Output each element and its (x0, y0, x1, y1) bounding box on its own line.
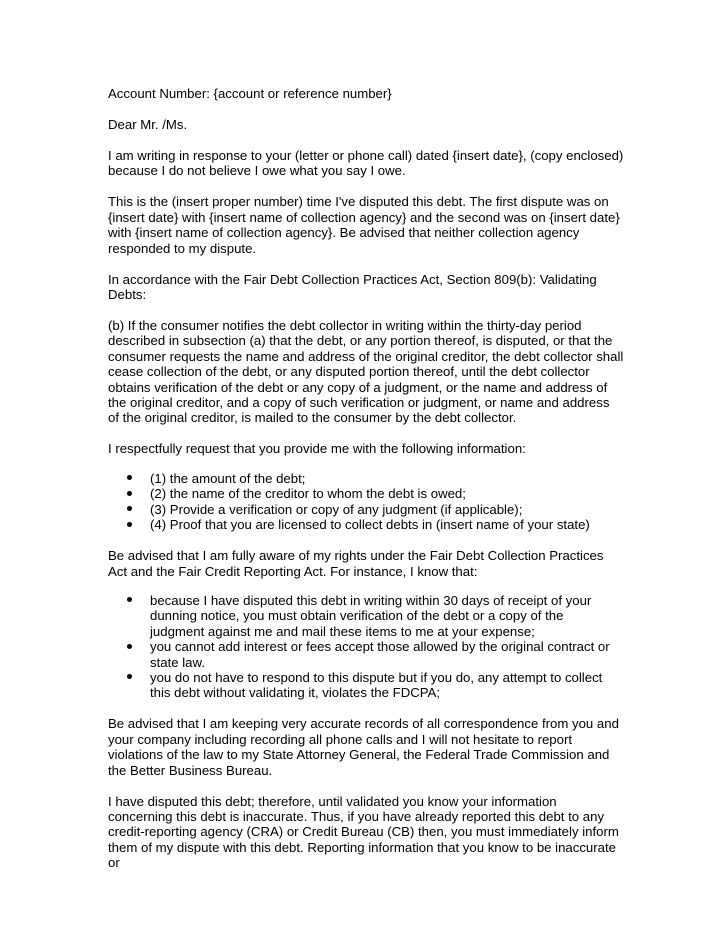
letter-body (108, 86, 624, 886)
list-item: you cannot add interest or fees accept those allowed by the original contract or state law. (108, 639, 618, 670)
paragraph-credit-reporting: I have disputed this debt; therefore, until validated you know your information concerning this debt is inaccurate. Thus, if you have already reported this debt to any credit-reporting agency (CRA) or Credit Bureau (CB) then, you must immediately inform them of my dispute with this debt. Reporting information that you know to be inaccurate or (108, 793, 619, 871)
list-item: (1) the amount of the debt; (108, 471, 624, 486)
paragraph-fdcpa-quote: (b) If the consumer notifies the debt collector in writing within the thirty-day period described in subsection (a) that the debt, or any portion thereof, is disputed, or that the consumer requests the name and address of the original creditor, the debt collector shall cease collection of the debt, or any disputed portion thereof, until the debt collector obtains verification of the debt or any copy of a judgment, or the name and address of the original creditor, and a copy of such verification or judgment, or name and address of the original creditor, is mailed to the consumer by the debt collector. (108, 318, 624, 426)
salutation: Dear Mr. /Ms. (108, 117, 188, 132)
bullet-icon (108, 502, 150, 517)
bullet-icon (108, 639, 150, 670)
list-item: you do not have to respond to this dispute but if you do, any attempt to collect this debt without validating it, violates the FDCPA; (108, 670, 618, 701)
paragraph-request: I respectfully request that you provide me with the following information: (108, 441, 526, 457)
bullet-icon (108, 517, 150, 532)
paragraph-fdcpa-reference: In accordance with the Fair Debt Collection Practices Act, Section 809(b): Validating Debts: (108, 271, 597, 303)
paragraph-records: Be advised that I am keeping very accurate records of all correspondence from you and your company including recording all phone calls and I will not hesitate to report violations of the law to my State Attorney General, the Federal Trade Commission and the Better Business Bureau. (108, 716, 619, 778)
request-list (108, 471, 624, 533)
list-item: because I have disputed this debt in writing within 30 days of receipt of your dunning notice, you must obtain verification of the debt or a copy of the judgment against me and mail these items to me at your expense; (108, 593, 618, 639)
list-item: (3) Provide a verification or copy of any judgment (if applicable); (108, 502, 624, 517)
paragraph-rights: Be advised that I am fully aware of my rights under the Fair Debt Collection Practices Act and the Fair Credit Reporting Act. For instance, I know that: (108, 548, 604, 579)
bullet-icon (108, 593, 150, 639)
bullet-icon (108, 670, 150, 701)
paragraph-dispute-history: This is the (insert proper number) time I've disputed this debt. The first dispute was on {insert date} with {insert name of collection agency} and the second was on {insert date} with {insert name of collection agency}. Be advised that neither collection agency responded to my dispute. (108, 194, 620, 256)
rights-list (108, 593, 624, 701)
bullet-icon (108, 471, 150, 486)
list-item: (4) Proof that you are licensed to collect debts in (insert name of your state) (108, 517, 624, 532)
bullet-icon (108, 486, 150, 501)
account-number-line: Account Number: {account or reference number} (108, 86, 392, 101)
list-item: (2) the name of the creditor to whom the debt is owed; (108, 486, 624, 501)
paragraph-intro: I am writing in response to your (letter or phone call) dated {insert date}, (copy enclosed) because I do not believe I owe what you say I owe. (108, 148, 624, 179)
